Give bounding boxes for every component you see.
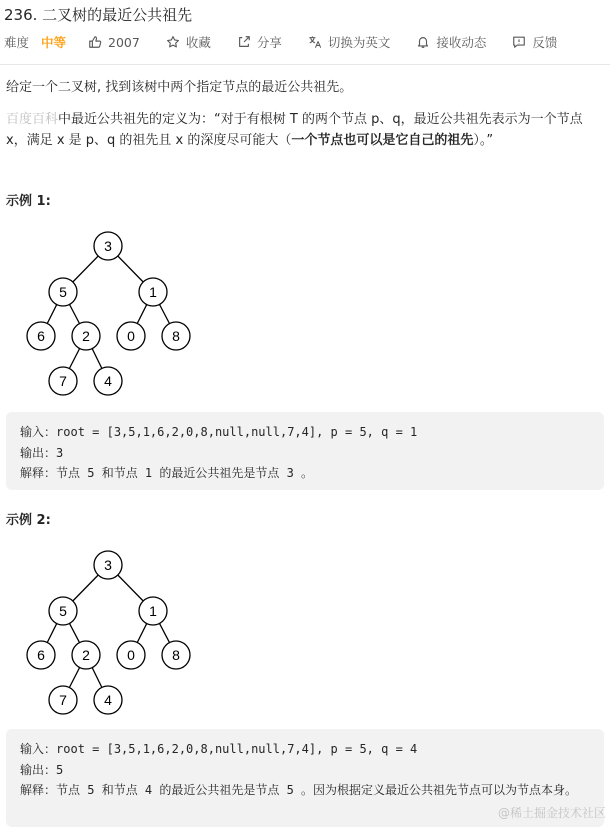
- example-1-tree-diagram: [18, 224, 198, 404]
- difficulty-value: 中等: [41, 35, 67, 50]
- example-1-input-line: [20, 422, 590, 443]
- input-value: root = [3,5,1,6,2,0,8,null,null,7,4], p = 5, q = 1: [56, 425, 418, 439]
- explain-value: 节点 5 和节点 4 的最近公共祖先是节点 5 。因为根据定义最近公共祖先节点可以为节点本身。: [56, 783, 578, 797]
- explain-label: 解释：: [20, 783, 57, 797]
- tree-node-label: 2: [82, 328, 90, 344]
- example-1-code: [6, 412, 604, 490]
- share-icon: [237, 35, 251, 49]
- like-button[interactable]: [88, 35, 140, 50]
- tree-node-label: 5: [59, 603, 67, 619]
- like-count: 2007: [108, 34, 140, 50]
- difficulty: [4, 33, 66, 51]
- explain-label: 解释：: [20, 466, 57, 480]
- notifications-button[interactable]: [416, 33, 486, 51]
- tree-node-label: 6: [37, 647, 45, 663]
- tree-node-label: 4: [104, 692, 112, 708]
- example-1-output-line: [20, 443, 590, 464]
- baidu-baike-link[interactable]: 百度百科: [6, 112, 59, 127]
- switch-language-label: 切换为英文: [327, 35, 391, 50]
- example-2-input-line: [20, 739, 590, 760]
- notifications-label: 接收动态: [436, 35, 487, 50]
- output-value: 3: [56, 445, 64, 460]
- input-label: 输入：: [20, 742, 57, 756]
- tree-node-label: 2: [82, 647, 90, 663]
- tree-node-label: 1: [149, 284, 157, 300]
- explain-value: 节点 5 和节点 1 的最近公共祖先是节点 3 。: [56, 466, 314, 480]
- description-line-1: 给定一个二叉树, 找到该树中两个指定节点的最近公共祖先。: [6, 80, 353, 95]
- tree-node-label: 3: [104, 557, 112, 573]
- problem-title: 236. 二叉树的最近公共祖先: [4, 6, 193, 24]
- feedback-label: 反馈: [532, 35, 558, 50]
- bell-icon: [416, 35, 430, 49]
- star-icon: [166, 35, 180, 49]
- difficulty-label: 难度: [4, 35, 30, 50]
- example-1-explain-line: [20, 463, 590, 484]
- tree-node-label: 7: [59, 692, 67, 708]
- input-value: root = [3,5,1,6,2,0,8,null,null,7,4], p = 5, q = 4: [56, 742, 418, 756]
- header-divider: [0, 64, 610, 65]
- favorite-label: 收藏: [185, 35, 211, 50]
- tree-node-label: 0: [127, 647, 135, 663]
- output-label: 输出：: [20, 445, 57, 460]
- favorite-button[interactable]: [166, 33, 211, 51]
- tree-node-label: 5: [59, 284, 67, 300]
- output-label: 输出：: [20, 762, 57, 777]
- share-button[interactable]: [237, 33, 282, 51]
- switch-language-button[interactable]: [308, 33, 391, 51]
- problem-meta-bar: [4, 32, 583, 52]
- feedback-icon: [512, 35, 526, 49]
- example-1-title: 示例 1:: [6, 194, 51, 209]
- description-definition: [6, 109, 602, 151]
- example-2-output-line: [20, 760, 590, 781]
- tree-node-label: 1: [149, 603, 157, 619]
- tree-node-label: 0: [127, 328, 135, 344]
- feedback-button[interactable]: [512, 33, 557, 51]
- thumbs-up-icon: [88, 35, 102, 49]
- definition-text-a: 中最近公共祖先的定义为：“对于有根树 T 的两个节点 p、q，最近公共祖先表示为一个节点 x，满足 x 是 p、q 的祖先且 x 的深度尽可能大（: [6, 112, 583, 148]
- tree-node-label: 6: [37, 328, 45, 344]
- tree-node-label: 4: [104, 373, 112, 389]
- watermark: @稀土掘金技术社区: [497, 806, 606, 820]
- translate-icon: [308, 35, 322, 49]
- definition-text-c: ）。”: [473, 133, 494, 148]
- output-value: 5: [56, 762, 64, 777]
- example-2-tree-diagram: [18, 543, 198, 723]
- share-label: 分享: [256, 35, 282, 50]
- definition-bold: 一个节点也可以是它自己的祖先: [291, 133, 474, 148]
- tree-node-label: 7: [59, 373, 67, 389]
- tree-node-label: 3: [104, 238, 112, 254]
- input-label: 输入：: [20, 425, 57, 439]
- example-2-explain-line: [20, 780, 590, 801]
- example-2-title: 示例 2:: [6, 513, 51, 528]
- tree-node-label: 8: [172, 328, 180, 344]
- tree-node-label: 8: [172, 647, 180, 663]
